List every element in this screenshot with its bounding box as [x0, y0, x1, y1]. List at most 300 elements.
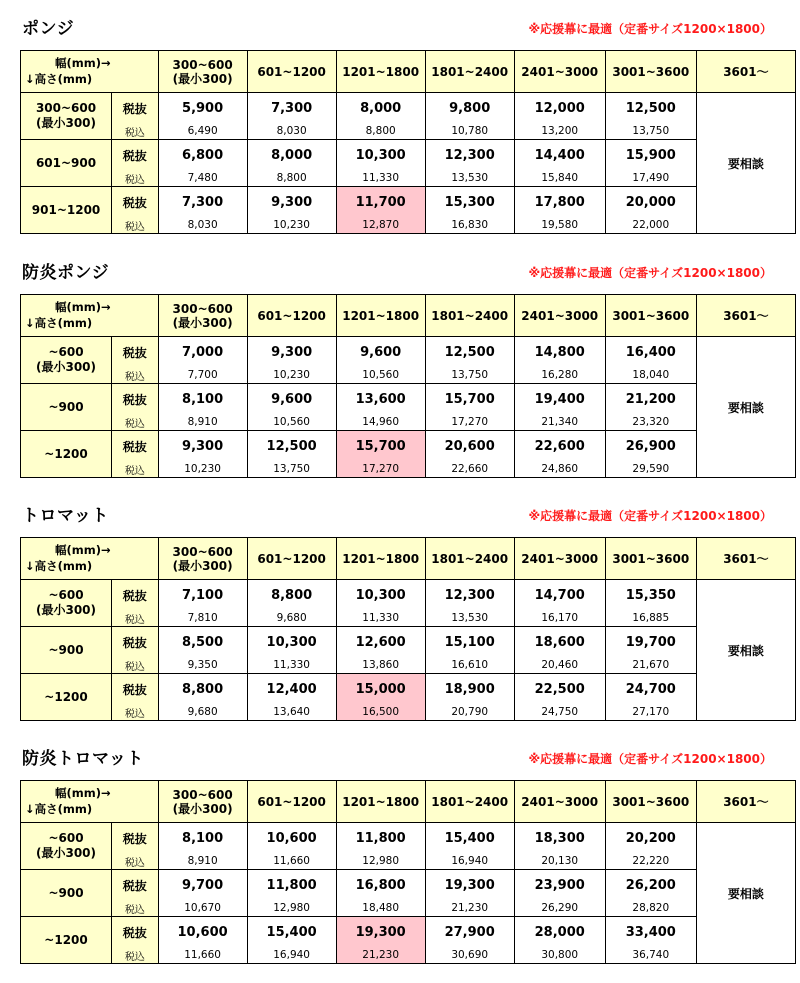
section-note: ※応援幕に最適（定番サイズ1200×1800） [528, 509, 772, 523]
price-tax-included: 36,740 [605, 948, 696, 964]
price-row-tax-included [21, 658, 796, 674]
tax-excluded-label: 税抜 [112, 823, 159, 854]
tax-included-label: 税込 [112, 901, 159, 917]
consult-cell: 要相談 [696, 93, 795, 234]
tax-excluded-label: 税抜 [112, 580, 159, 611]
price-tax-excluded: 19,300 [425, 870, 514, 901]
price-tax-excluded: 15,000 [336, 674, 425, 705]
width-column-header [605, 51, 696, 93]
price-tax-excluded: 19,700 [605, 627, 696, 658]
price-tax-included: 15,840 [514, 171, 605, 187]
price-tax-excluded: 9,800 [425, 93, 514, 124]
section-header [0, 736, 800, 780]
width-axis-label: 幅(mm)→ [55, 300, 111, 314]
price-tax-excluded: 12,500 [605, 93, 696, 124]
width-range: 2401~3000 [521, 551, 599, 566]
width-column-header [158, 295, 247, 337]
width-column-header [247, 538, 336, 580]
price-tax-excluded: 10,300 [336, 140, 425, 171]
price-tax-included: 21,230 [336, 948, 425, 964]
section-title: トロマット [22, 506, 109, 526]
width-column-header [158, 781, 247, 823]
price-tax-included: 30,800 [514, 948, 605, 964]
price-tax-excluded: 24,700 [605, 674, 696, 705]
price-tax-excluded: 9,600 [336, 337, 425, 368]
price-tax-included: 10,230 [247, 368, 336, 384]
price-tax-excluded: 26,900 [605, 431, 696, 462]
corner-cell [21, 51, 159, 93]
tax-included-label: 税込 [112, 171, 159, 187]
price-row-tax-excluded [21, 823, 796, 854]
price-tax-excluded: 11,800 [247, 870, 336, 901]
price-table [20, 294, 796, 478]
height-min-note: (最小300) [36, 360, 97, 374]
price-tax-included: 13,530 [425, 611, 514, 627]
price-tax-included: 9,680 [158, 705, 247, 721]
price-tax-included: 16,500 [336, 705, 425, 721]
price-tax-excluded: 5,900 [158, 93, 247, 124]
width-column-header [605, 538, 696, 580]
height-row-header [21, 431, 112, 478]
price-tax-excluded: 14,800 [514, 337, 605, 368]
price-tax-included: 8,030 [247, 124, 336, 140]
price-tax-included: 16,940 [425, 854, 514, 870]
width-column-header [696, 781, 795, 823]
price-tax-excluded: 10,300 [247, 627, 336, 658]
price-tax-excluded: 33,400 [605, 917, 696, 948]
price-tax-included: 16,885 [605, 611, 696, 627]
width-range: 3001~3600 [612, 64, 690, 79]
width-range: 3601〜 [723, 64, 769, 79]
price-section [0, 250, 800, 477]
price-tax-excluded: 13,600 [336, 384, 425, 415]
width-column-header [336, 781, 425, 823]
width-column-header [425, 538, 514, 580]
price-tax-excluded: 7,000 [158, 337, 247, 368]
width-range: 3001~3600 [612, 551, 690, 566]
header-row [21, 51, 796, 93]
width-range: 601~1200 [257, 64, 326, 79]
width-range: 1801~2400 [431, 551, 509, 566]
width-range: 1201~1800 [342, 551, 420, 566]
width-column-header [514, 295, 605, 337]
price-tax-included: 13,200 [514, 124, 605, 140]
height-min-note: (最小300) [36, 116, 97, 130]
height-range: ~900 [48, 399, 84, 414]
height-row-header [21, 580, 112, 627]
section-title: 防炎ポンジ [22, 263, 110, 283]
height-row-header [21, 870, 112, 917]
price-tax-included: 11,330 [247, 658, 336, 674]
price-tax-excluded: 17,800 [514, 187, 605, 218]
height-row-header [21, 823, 112, 870]
consult-cell: 要相談 [696, 823, 795, 964]
price-tax-excluded: 23,900 [514, 870, 605, 901]
tax-included-label: 税込 [112, 658, 159, 674]
tax-included-label: 税込 [112, 218, 159, 234]
price-tax-excluded: 12,300 [425, 580, 514, 611]
price-tax-excluded: 10,600 [247, 823, 336, 854]
price-tax-included: 12,980 [336, 854, 425, 870]
price-tax-included: 13,750 [425, 368, 514, 384]
price-tax-included: 22,220 [605, 854, 696, 870]
consult-cell: 要相談 [696, 580, 795, 721]
price-row-tax-included [21, 611, 796, 627]
tax-excluded-label: 税抜 [112, 917, 159, 948]
price-tax-included: 17,270 [425, 415, 514, 431]
price-tax-excluded: 10,600 [158, 917, 247, 948]
price-tax-excluded: 9,700 [158, 870, 247, 901]
price-row-tax-included [21, 462, 796, 478]
price-tax-included: 8,910 [158, 854, 247, 870]
price-row-tax-excluded [21, 140, 796, 171]
price-tax-excluded: 22,600 [514, 431, 605, 462]
width-range: 601~1200 [257, 308, 326, 323]
price-tax-included: 21,230 [425, 901, 514, 917]
price-row-tax-included [21, 901, 796, 917]
price-tax-included: 16,170 [514, 611, 605, 627]
price-tax-included: 16,940 [247, 948, 336, 964]
height-range: ~1200 [44, 689, 88, 704]
width-range: 1801~2400 [431, 308, 509, 323]
price-tax-excluded: 12,600 [336, 627, 425, 658]
height-axis-label: ↓高さ(mm) [25, 72, 93, 86]
price-row-tax-included [21, 948, 796, 964]
height-axis-label: ↓高さ(mm) [25, 559, 93, 573]
width-min-note: (最小300) [172, 801, 233, 816]
price-tax-excluded: 11,800 [336, 823, 425, 854]
price-tax-included: 12,980 [247, 901, 336, 917]
height-min-note: (最小300) [36, 603, 97, 617]
price-tax-excluded: 8,000 [247, 140, 336, 171]
corner-cell [21, 781, 159, 823]
tax-excluded-label: 税抜 [112, 187, 159, 218]
width-column-header [425, 51, 514, 93]
price-tax-excluded: 15,100 [425, 627, 514, 658]
price-tax-included: 20,130 [514, 854, 605, 870]
price-row-tax-excluded [21, 580, 796, 611]
height-range: ~600 [48, 588, 84, 602]
width-column-header [336, 538, 425, 580]
price-tax-included: 9,680 [247, 611, 336, 627]
tax-included-label: 税込 [112, 854, 159, 870]
price-tax-included: 10,560 [336, 368, 425, 384]
width-range: 2401~3000 [521, 64, 599, 79]
price-tax-included: 10,230 [247, 218, 336, 234]
price-tax-included: 28,820 [605, 901, 696, 917]
width-range: 300~600 [172, 787, 233, 802]
price-tax-included: 6,490 [158, 124, 247, 140]
section-header [0, 6, 800, 50]
price-tax-excluded: 8,800 [158, 674, 247, 705]
tax-included-label: 税込 [112, 462, 159, 478]
price-tax-included: 8,030 [158, 218, 247, 234]
price-tax-excluded: 18,900 [425, 674, 514, 705]
price-tax-included: 20,790 [425, 705, 514, 721]
section-note: ※応援幕に最適（定番サイズ1200×1800） [528, 266, 772, 280]
price-row-tax-included [21, 171, 796, 187]
tax-excluded-label: 税抜 [112, 140, 159, 171]
height-range: ~1200 [44, 932, 88, 947]
price-table [20, 537, 796, 721]
tax-excluded-label: 税抜 [112, 870, 159, 901]
price-tax-included: 11,660 [158, 948, 247, 964]
width-range: 300~600 [172, 544, 233, 559]
tax-included-label: 税込 [112, 415, 159, 431]
price-tax-excluded: 15,700 [336, 431, 425, 462]
price-tax-included: 13,640 [247, 705, 336, 721]
width-column-header [158, 51, 247, 93]
width-column-header [425, 295, 514, 337]
price-tax-excluded: 8,000 [336, 93, 425, 124]
price-tax-excluded: 8,800 [247, 580, 336, 611]
width-range: 300~600 [172, 301, 233, 316]
price-tax-included: 10,560 [247, 415, 336, 431]
height-row-header [21, 627, 112, 674]
tax-excluded-label: 税抜 [112, 431, 159, 462]
width-min-note: (最小300) [172, 558, 233, 573]
price-tax-excluded: 8,100 [158, 823, 247, 854]
price-tax-excluded: 19,400 [514, 384, 605, 415]
price-section [0, 493, 800, 720]
tax-excluded-label: 税抜 [112, 337, 159, 368]
width-column-header [696, 538, 795, 580]
price-row-tax-excluded [21, 384, 796, 415]
width-range: 1201~1800 [342, 64, 420, 79]
price-tax-included: 13,860 [336, 658, 425, 674]
price-tax-excluded: 14,700 [514, 580, 605, 611]
price-tax-excluded: 14,400 [514, 140, 605, 171]
price-tax-included: 10,670 [158, 901, 247, 917]
price-row-tax-included [21, 415, 796, 431]
height-min-note: (最小300) [36, 846, 97, 860]
width-range: 601~1200 [257, 551, 326, 566]
width-range: 3601〜 [723, 794, 769, 809]
price-tax-excluded: 18,600 [514, 627, 605, 658]
price-tax-excluded: 22,500 [514, 674, 605, 705]
price-section [0, 736, 800, 963]
price-tax-excluded: 26,200 [605, 870, 696, 901]
price-tax-excluded: 21,200 [605, 384, 696, 415]
width-min-note: (最小300) [172, 315, 233, 330]
width-column-header [425, 781, 514, 823]
width-column-header [158, 538, 247, 580]
price-tax-excluded: 7,300 [158, 187, 247, 218]
height-row-header [21, 93, 112, 140]
height-range: 901~1200 [31, 202, 101, 217]
price-tax-included: 7,480 [158, 171, 247, 187]
width-range: 2401~3000 [521, 308, 599, 323]
section-note: ※応援幕に最適（定番サイズ1200×1800） [528, 22, 772, 36]
width-column-header [247, 295, 336, 337]
height-range: 601~900 [35, 155, 97, 170]
price-tax-excluded: 12,500 [425, 337, 514, 368]
tax-included-label: 税込 [112, 368, 159, 384]
width-column-header [696, 295, 795, 337]
width-column-header [247, 51, 336, 93]
tax-excluded-label: 税抜 [112, 384, 159, 415]
section-title: ポンジ [22, 19, 75, 39]
price-tax-included: 12,870 [336, 218, 425, 234]
width-column-header [696, 51, 795, 93]
price-tax-included: 10,230 [158, 462, 247, 478]
price-row-tax-excluded [21, 674, 796, 705]
price-tax-excluded: 18,300 [514, 823, 605, 854]
price-tax-excluded: 11,700 [336, 187, 425, 218]
width-range: 3601〜 [723, 551, 769, 566]
header-row [21, 295, 796, 337]
price-table [20, 50, 796, 234]
height-row-header [21, 674, 112, 721]
price-section [0, 6, 800, 233]
price-tax-included: 8,800 [247, 171, 336, 187]
corner-cell [21, 295, 159, 337]
width-range: 3601〜 [723, 308, 769, 323]
header-row [21, 781, 796, 823]
height-row-header [21, 140, 112, 187]
price-tax-excluded: 15,400 [425, 823, 514, 854]
width-range: 300~600 [172, 57, 233, 72]
price-tax-included: 9,350 [158, 658, 247, 674]
width-range: 1801~2400 [431, 64, 509, 79]
price-row-tax-excluded [21, 337, 796, 368]
price-row-tax-excluded [21, 627, 796, 658]
price-tax-excluded: 15,700 [425, 384, 514, 415]
height-range: 300~600 [35, 101, 97, 115]
price-tax-included: 10,780 [425, 124, 514, 140]
width-range: 1201~1800 [342, 308, 420, 323]
price-tax-excluded: 15,900 [605, 140, 696, 171]
price-tax-included: 7,810 [158, 611, 247, 627]
height-range: ~1200 [44, 446, 88, 461]
price-tax-included: 8,910 [158, 415, 247, 431]
height-row-header [21, 337, 112, 384]
price-tax-excluded: 7,100 [158, 580, 247, 611]
price-tax-included: 29,590 [605, 462, 696, 478]
price-tax-included: 19,580 [514, 218, 605, 234]
price-tax-included: 22,000 [605, 218, 696, 234]
price-tax-included: 13,530 [425, 171, 514, 187]
height-axis-label: ↓高さ(mm) [25, 316, 93, 330]
price-tax-included: 18,480 [336, 901, 425, 917]
tax-included-label: 税込 [112, 948, 159, 964]
width-column-header [514, 781, 605, 823]
price-tax-included: 24,860 [514, 462, 605, 478]
price-row-tax-excluded [21, 431, 796, 462]
price-tax-excluded: 9,600 [247, 384, 336, 415]
corner-cell [21, 538, 159, 580]
price-tax-included: 21,670 [605, 658, 696, 674]
price-tax-excluded: 20,600 [425, 431, 514, 462]
price-row-tax-included [21, 854, 796, 870]
price-tax-included: 13,750 [605, 124, 696, 140]
price-tax-included: 11,660 [247, 854, 336, 870]
width-column-header [336, 295, 425, 337]
price-tax-excluded: 12,400 [247, 674, 336, 705]
header-row [21, 538, 796, 580]
price-row-tax-included [21, 124, 796, 140]
price-tax-included: 22,660 [425, 462, 514, 478]
price-tax-excluded: 16,400 [605, 337, 696, 368]
width-range: 1201~1800 [342, 794, 420, 809]
tax-included-label: 税込 [112, 611, 159, 627]
tax-excluded-label: 税抜 [112, 674, 159, 705]
price-tax-excluded: 10,300 [336, 580, 425, 611]
width-range: 3001~3600 [612, 794, 690, 809]
price-row-tax-excluded [21, 187, 796, 218]
price-tax-included: 18,040 [605, 368, 696, 384]
section-header [0, 250, 800, 294]
tax-excluded-label: 税抜 [112, 93, 159, 124]
height-range: ~600 [48, 345, 84, 359]
price-tax-excluded: 27,900 [425, 917, 514, 948]
price-tax-included: 21,340 [514, 415, 605, 431]
width-range: 601~1200 [257, 794, 326, 809]
price-tax-included: 16,280 [514, 368, 605, 384]
price-tax-included: 26,290 [514, 901, 605, 917]
price-tax-excluded: 12,000 [514, 93, 605, 124]
price-tax-excluded: 19,300 [336, 917, 425, 948]
price-tax-included: 7,700 [158, 368, 247, 384]
width-column-header [514, 538, 605, 580]
price-tax-excluded: 20,200 [605, 823, 696, 854]
price-tax-excluded: 15,300 [425, 187, 514, 218]
tax-excluded-label: 税抜 [112, 627, 159, 658]
price-tax-excluded: 9,300 [247, 187, 336, 218]
price-row-tax-included [21, 705, 796, 721]
width-column-header [247, 781, 336, 823]
price-tax-included: 17,270 [336, 462, 425, 478]
price-tax-included: 16,610 [425, 658, 514, 674]
height-row-header [21, 384, 112, 431]
price-row-tax-included [21, 218, 796, 234]
price-tax-excluded: 15,400 [247, 917, 336, 948]
price-tax-excluded: 7,300 [247, 93, 336, 124]
price-tax-excluded: 8,100 [158, 384, 247, 415]
width-column-header [605, 781, 696, 823]
width-range: 1801~2400 [431, 794, 509, 809]
price-row-tax-excluded [21, 93, 796, 124]
width-column-header [336, 51, 425, 93]
price-tax-included: 8,800 [336, 124, 425, 140]
price-tax-included: 16,830 [425, 218, 514, 234]
width-axis-label: 幅(mm)→ [55, 786, 111, 800]
height-row-header [21, 187, 112, 234]
height-range: ~900 [48, 642, 84, 657]
price-table [20, 780, 796, 964]
price-tax-included: 27,170 [605, 705, 696, 721]
price-tax-included: 11,330 [336, 611, 425, 627]
price-tax-included: 11,330 [336, 171, 425, 187]
price-row-tax-excluded [21, 917, 796, 948]
price-tax-excluded: 15,350 [605, 580, 696, 611]
price-tax-excluded: 20,000 [605, 187, 696, 218]
price-tax-included: 14,960 [336, 415, 425, 431]
width-axis-label: 幅(mm)→ [55, 56, 111, 70]
price-tax-excluded: 12,500 [247, 431, 336, 462]
price-tax-excluded: 8,500 [158, 627, 247, 658]
price-tax-included: 30,690 [425, 948, 514, 964]
height-row-header [21, 917, 112, 964]
price-tax-excluded: 12,300 [425, 140, 514, 171]
width-column-header [514, 51, 605, 93]
price-tax-excluded: 28,000 [514, 917, 605, 948]
price-row-tax-included [21, 368, 796, 384]
section-note: ※応援幕に最適（定番サイズ1200×1800） [528, 752, 772, 766]
width-range: 3001~3600 [612, 308, 690, 323]
price-tax-excluded: 16,800 [336, 870, 425, 901]
tax-included-label: 税込 [112, 124, 159, 140]
